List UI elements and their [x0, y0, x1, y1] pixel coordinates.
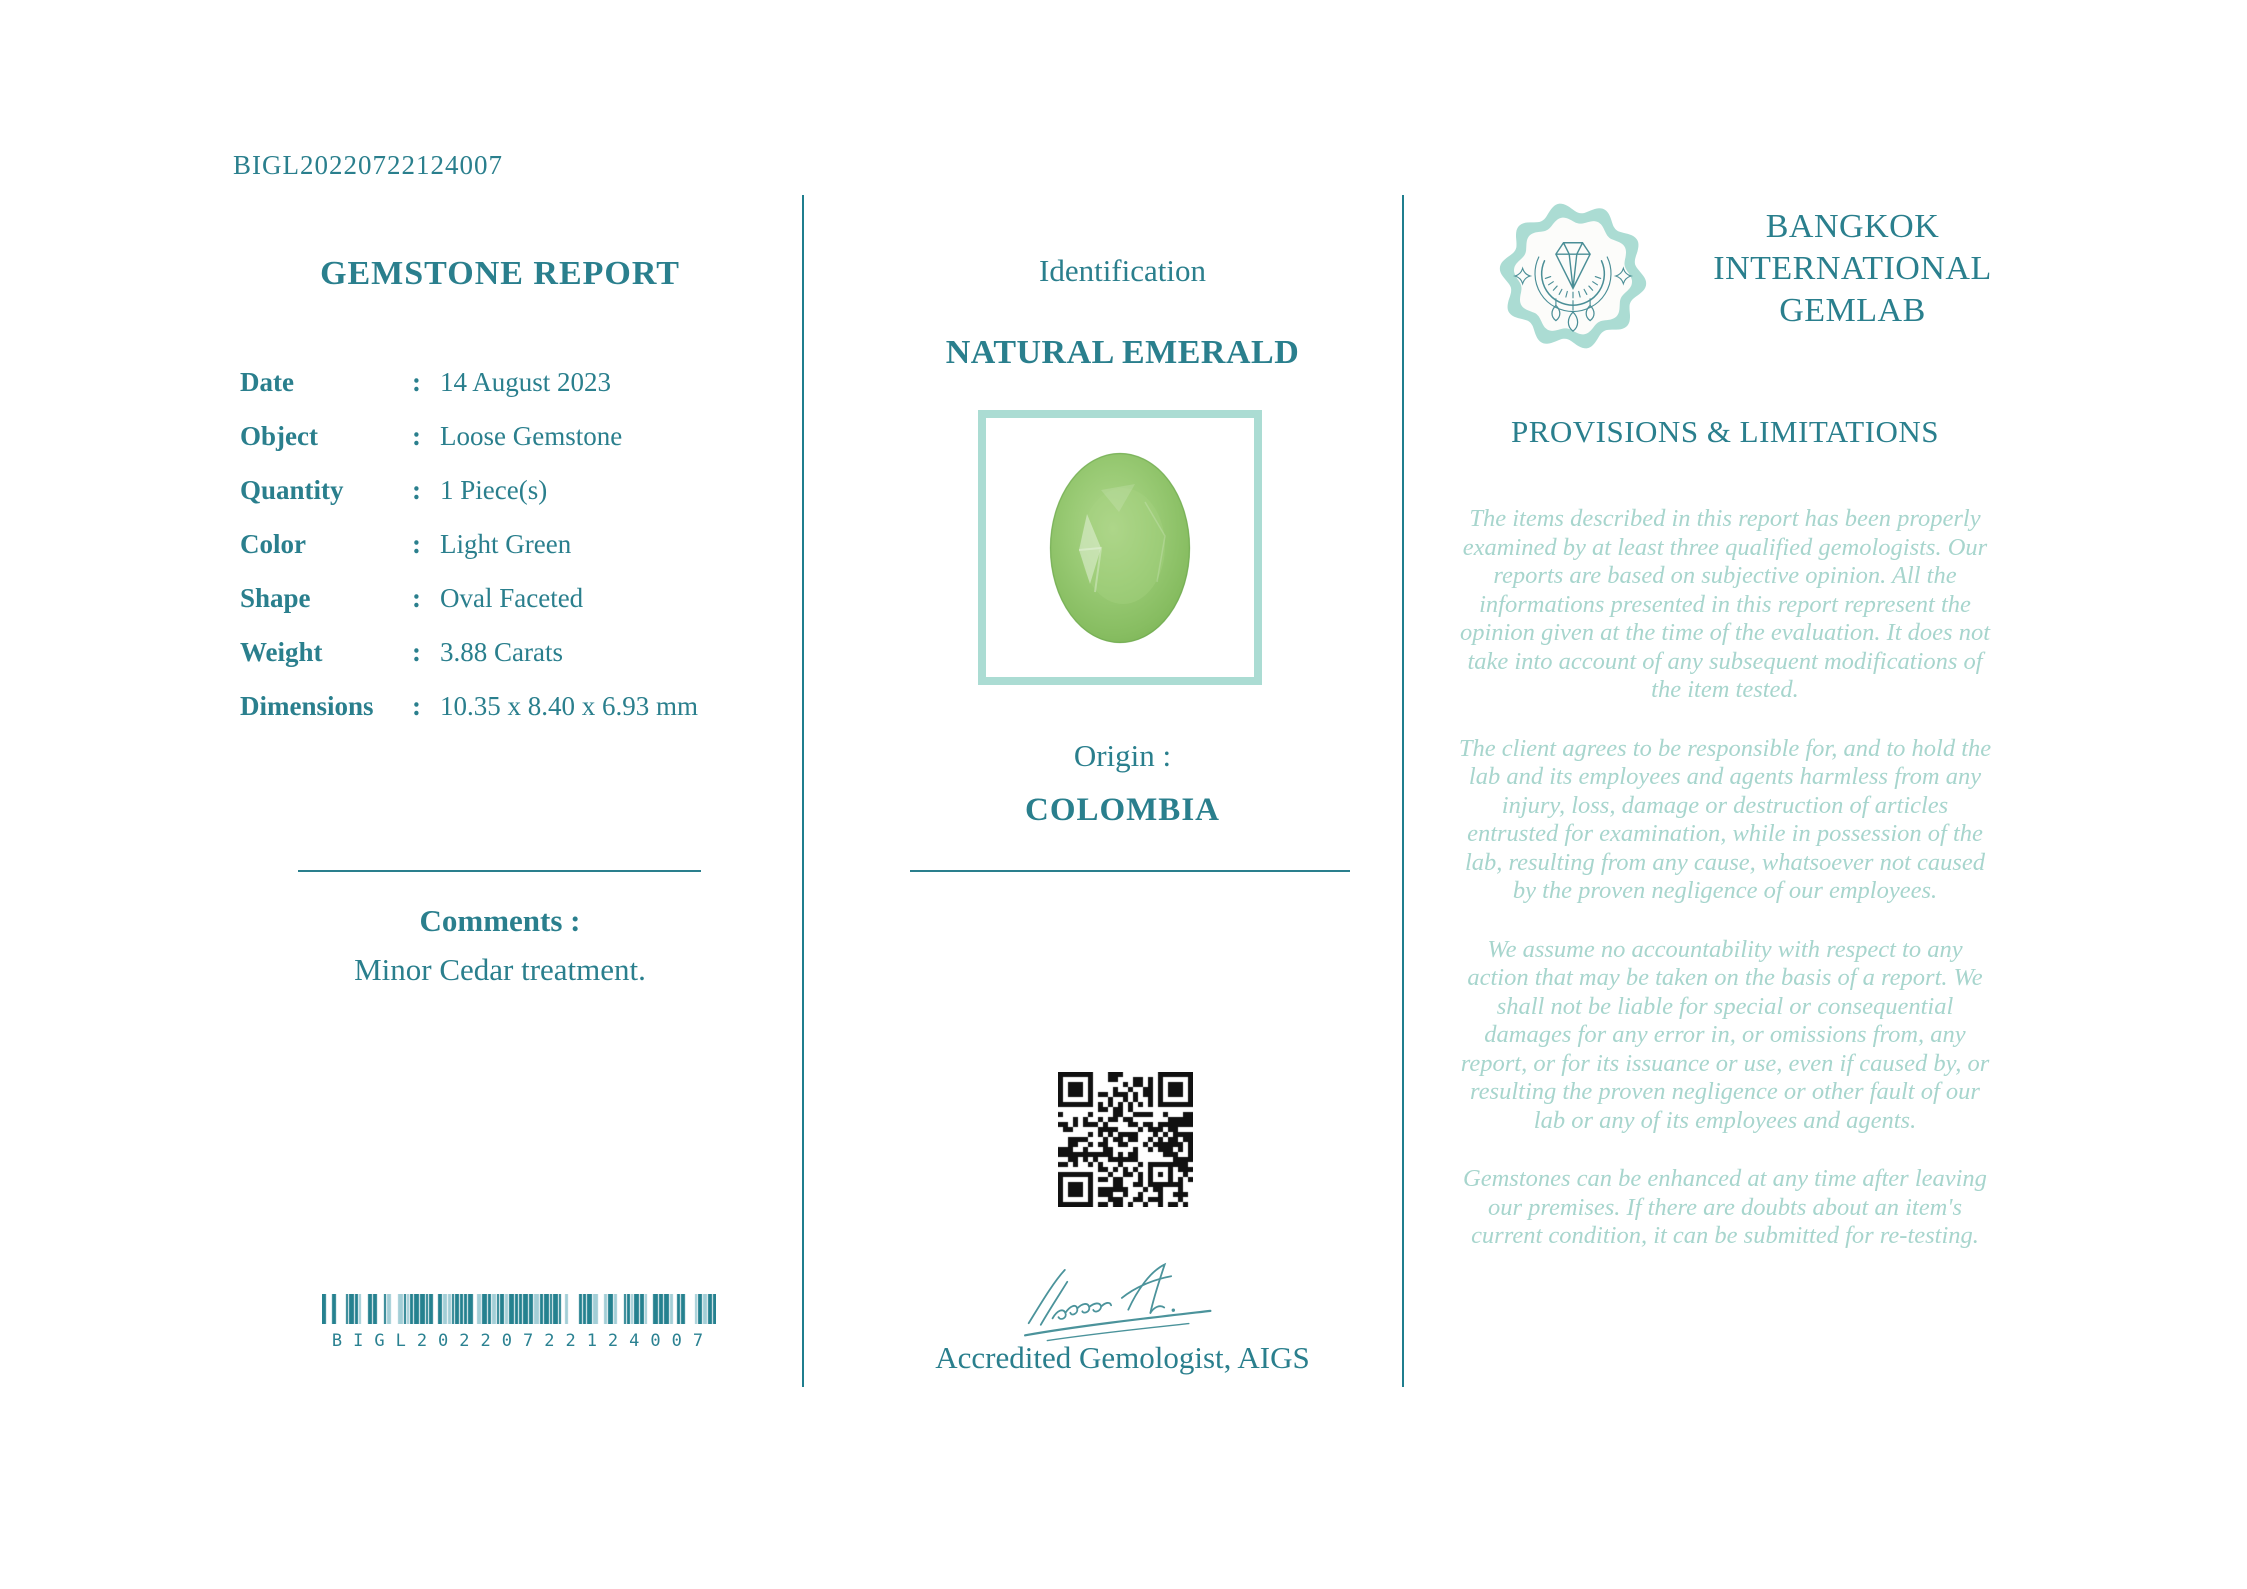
report-title: GEMSTONE REPORT: [320, 255, 680, 292]
field-row-object: [240, 420, 760, 474]
field-value: 10.35 x 8.40 x 6.93 mm: [440, 691, 699, 721]
barcode: [322, 1294, 716, 1351]
provisions-paragraph: The client agrees to be responsible for, and to hold the lab and its employees and agents harmless from any injury, loss, damage or destruction of articles entrusted for examination, while in possession of the lab, resulting from any cause, whatsoever not caused by the proven negligence of our employees.: [1458, 734, 1992, 904]
middle-divider: [910, 870, 1350, 872]
field-colon: :: [412, 637, 421, 667]
field-colon: :: [412, 529, 421, 559]
field-row-dimensions: [240, 690, 760, 744]
lab-logo-badge-icon: [1497, 200, 1649, 352]
field-value: 3.88 Carats: [440, 637, 563, 667]
comments-label: Comments :: [419, 903, 581, 938]
field-label: Dimensions: [240, 691, 374, 721]
provisions-paragraph: Gemstones can be enhanced at any time after leaving our premises. If there are doubts about an item's current condition, it can be submitted for re-testing.: [1463, 1165, 1987, 1249]
field-row-date: [240, 366, 760, 420]
field-row-weight: [240, 636, 760, 690]
provisions-paragraphs: [1455, 505, 1995, 1281]
field-row-shape: [240, 582, 760, 636]
panel-divider-right: [1402, 195, 1404, 1387]
field-value: Oval Faceted: [440, 583, 584, 613]
field-colon: :: [412, 691, 421, 721]
field-label: Date: [240, 367, 294, 397]
field-colon: :: [412, 475, 421, 505]
field-colon: :: [412, 583, 421, 613]
provisions-paragraph: The items described in this report has been properly examined by at least three qualified gemologists. Our reports are based on subjective opinion. All the informations presented in this report represent the opinion given at the time of the evaluation. It does not take into account of any subsequent modifications of the item tested.: [1459, 505, 1991, 703]
field-value: 1 Piece(s): [440, 475, 548, 505]
field-colon: :: [412, 421, 421, 451]
barcode-text: BIGL20220722124007: [331, 1331, 715, 1351]
field-label: Weight: [240, 637, 323, 667]
gem-photo-frame: [978, 410, 1262, 685]
gem-name: NATURAL EMERALD: [945, 334, 1300, 371]
certificate-number: BIGL20220722124007: [233, 150, 503, 180]
gemologist-signature: [1008, 1252, 1231, 1352]
field-value: Light Green: [440, 529, 572, 559]
qr-code: [1058, 1072, 1193, 1207]
field-value: 14 August 2023: [440, 367, 612, 397]
field-value: Loose Gemstone: [440, 421, 623, 451]
field-label: Quantity: [240, 475, 344, 505]
field-label: Shape: [240, 583, 311, 613]
provisions-paragraph: We assume no accountability with respect to any action that may be taken on the basis of a report. We shall not be liable for special or consequential damages for any error in, or omissions from, any report, or for its issuance or use, even if caused by, or resulting the proven negligence or other fault of our lab or any of its employees and agents.: [1460, 935, 1990, 1134]
comments-divider: [298, 870, 701, 872]
barcode-bars: [322, 1294, 716, 1324]
lab-name-line: INTERNATIONAL: [1713, 250, 1992, 287]
field-label: Color: [240, 529, 306, 559]
gem-photo: [1049, 452, 1191, 644]
lab-name-line: GEMLAB: [1779, 292, 1926, 329]
field-row-color: [240, 528, 760, 582]
origin-value: COLOMBIA: [1024, 792, 1220, 828]
provisions-title: PROVISIONS & LIMITATIONS: [1510, 414, 1940, 449]
origin-label: Origin :: [1073, 738, 1172, 773]
lab-name-line: BANGKOK: [1765, 208, 1940, 245]
panel-divider-left: [802, 195, 804, 1387]
comments-text: Minor Cedar treatment.: [354, 952, 646, 987]
field-row-quantity: [240, 474, 760, 528]
report-fields: [240, 366, 760, 744]
field-colon: :: [412, 367, 421, 397]
lab-name: [1695, 206, 2010, 332]
identification-title: Identification: [1039, 253, 1206, 288]
signatory-title: Accredited Gemologist, AIGS: [935, 1340, 1310, 1375]
field-label: Object: [240, 421, 318, 451]
